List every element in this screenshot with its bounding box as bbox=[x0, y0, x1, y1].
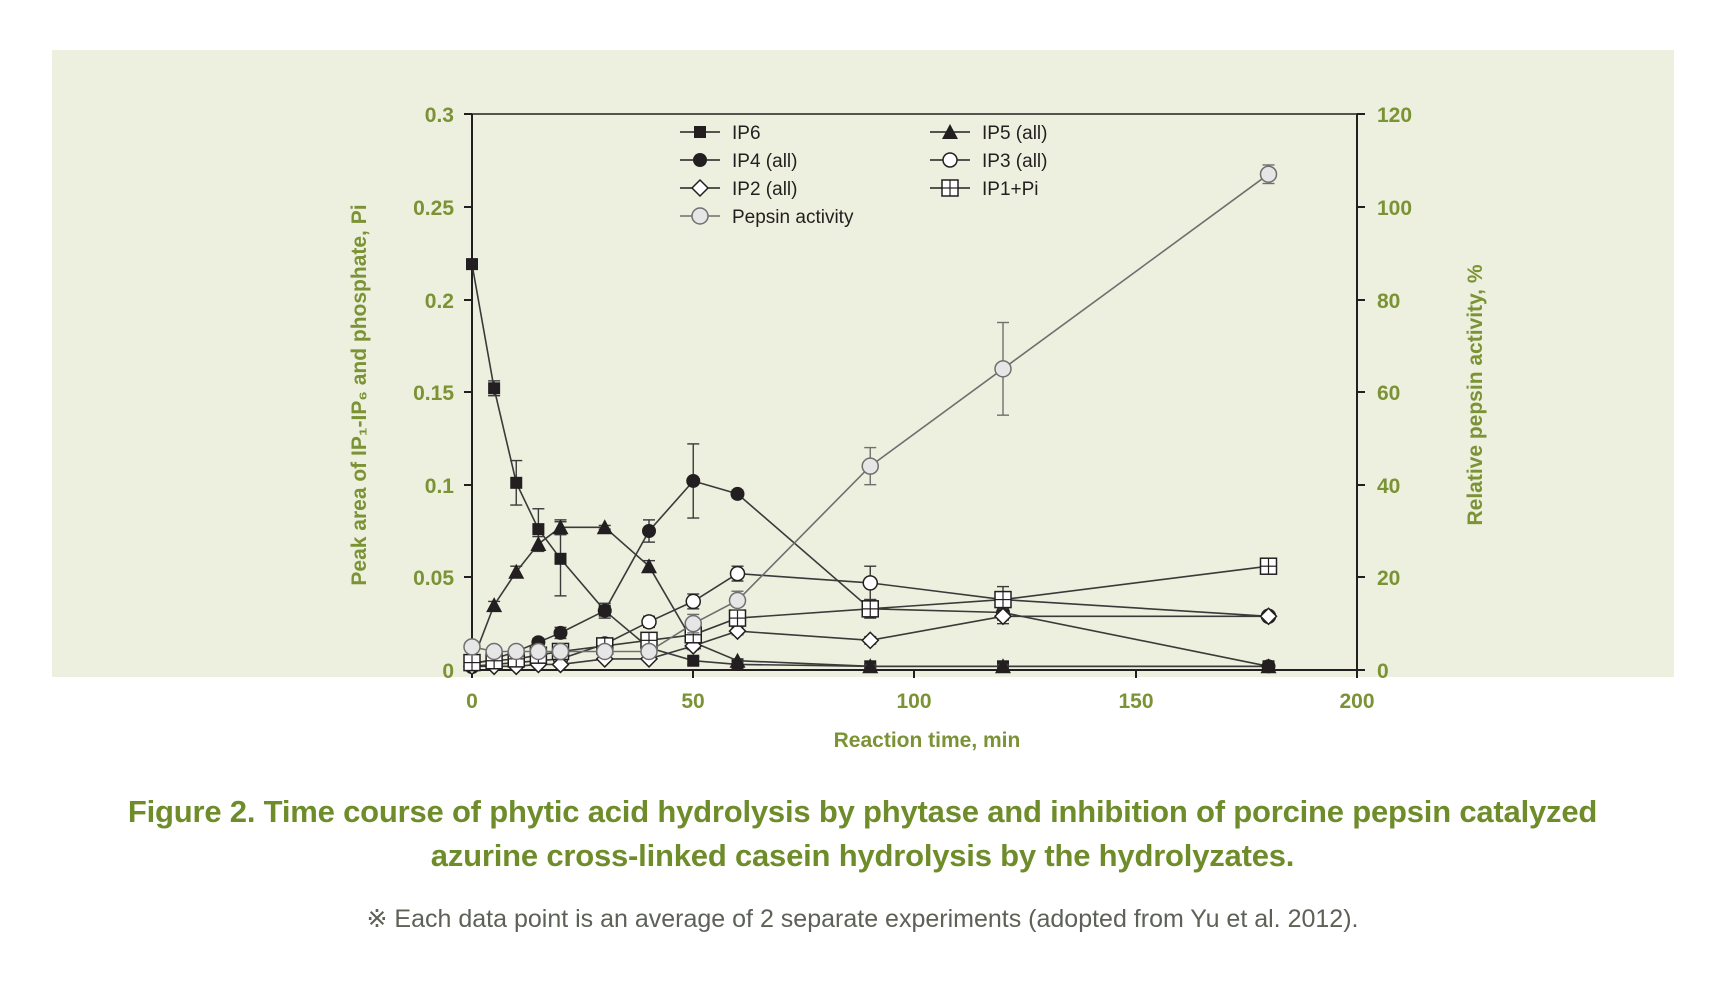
legend-item-ip1pi bbox=[930, 179, 1039, 200]
xtick-3: 150 bbox=[1118, 690, 1154, 713]
y2tick-5: 100 bbox=[1377, 197, 1413, 220]
x-axis-tick-labels bbox=[466, 690, 1374, 713]
legend-label-ip1pi: IP1+Pi bbox=[982, 179, 1039, 200]
legend-label-ip2: IP2 (all) bbox=[732, 179, 798, 200]
plot-frame bbox=[472, 114, 1357, 670]
ytick-3: 0.15 bbox=[413, 382, 454, 405]
ytick-1: 0.05 bbox=[413, 567, 454, 590]
left-axis-ticks bbox=[464, 114, 472, 670]
xtick-4: 200 bbox=[1339, 690, 1375, 713]
y2tick-0: 0 bbox=[1377, 660, 1389, 683]
legend-item-ip4 bbox=[680, 151, 797, 172]
chart-legend bbox=[680, 123, 1047, 228]
xtick-1: 50 bbox=[681, 690, 705, 713]
legend-label-pepsin: Pepsin activity bbox=[732, 207, 854, 228]
right-axis-ticks bbox=[1357, 114, 1365, 670]
right-axis-tick-labels bbox=[1377, 104, 1412, 683]
figure-panel bbox=[52, 50, 1674, 752]
figure-caption: Figure 2. Time course of phytic acid hydrolysis by phytase and inhibition of porcine pepsin catalyzed azurine cross-linked casein hydrolysis by the hydrolyzates. bbox=[127, 794, 1598, 873]
figure-note: ※ Each data point is an average of 2 separate experiments (adopted from Yu et al. 2012). bbox=[366, 905, 1359, 933]
y2tick-2: 40 bbox=[1377, 475, 1401, 498]
series-layer bbox=[464, 165, 1277, 674]
y2tick-4: 80 bbox=[1377, 290, 1401, 313]
x-axis-title: Reaction time, min bbox=[833, 729, 1021, 752]
legend-label-ip4: IP4 (all) bbox=[732, 151, 798, 172]
ytick-4: 0.2 bbox=[424, 290, 454, 313]
ytick-6: 0.3 bbox=[424, 104, 454, 127]
ytick-5: 0.25 bbox=[413, 197, 454, 220]
y2-axis-title: Relative pepsin activity, % bbox=[1464, 264, 1487, 526]
legend-item-ip6 bbox=[680, 123, 761, 144]
legend-label-ip6: IP6 bbox=[732, 123, 761, 144]
y-axis-title: Peak area of IP₁-IP₆ and phosphate, Pi bbox=[348, 204, 371, 586]
ytick-0: 0 bbox=[442, 660, 454, 683]
legend-label-ip3: IP3 (all) bbox=[982, 151, 1048, 172]
legend-item-ip3 bbox=[930, 151, 1047, 172]
xtick-2: 100 bbox=[896, 690, 932, 713]
chart-canvas bbox=[52, 50, 1674, 752]
x-axis-ticks bbox=[472, 670, 1357, 678]
legend-label-ip5: IP5 (all) bbox=[982, 123, 1048, 144]
legend-item-ip2 bbox=[680, 179, 797, 200]
xtick-0: 0 bbox=[466, 690, 478, 713]
y2tick-1: 20 bbox=[1377, 567, 1401, 590]
legend-item-ip5 bbox=[930, 123, 1047, 144]
y2tick-3: 60 bbox=[1377, 382, 1401, 405]
legend-item-pepsin bbox=[680, 207, 854, 228]
caption-block bbox=[0, 790, 1725, 934]
ytick-2: 0.1 bbox=[424, 475, 454, 498]
chart-svg bbox=[52, 50, 1674, 752]
y2tick-6: 120 bbox=[1377, 104, 1413, 127]
left-axis-tick-labels bbox=[413, 104, 454, 683]
